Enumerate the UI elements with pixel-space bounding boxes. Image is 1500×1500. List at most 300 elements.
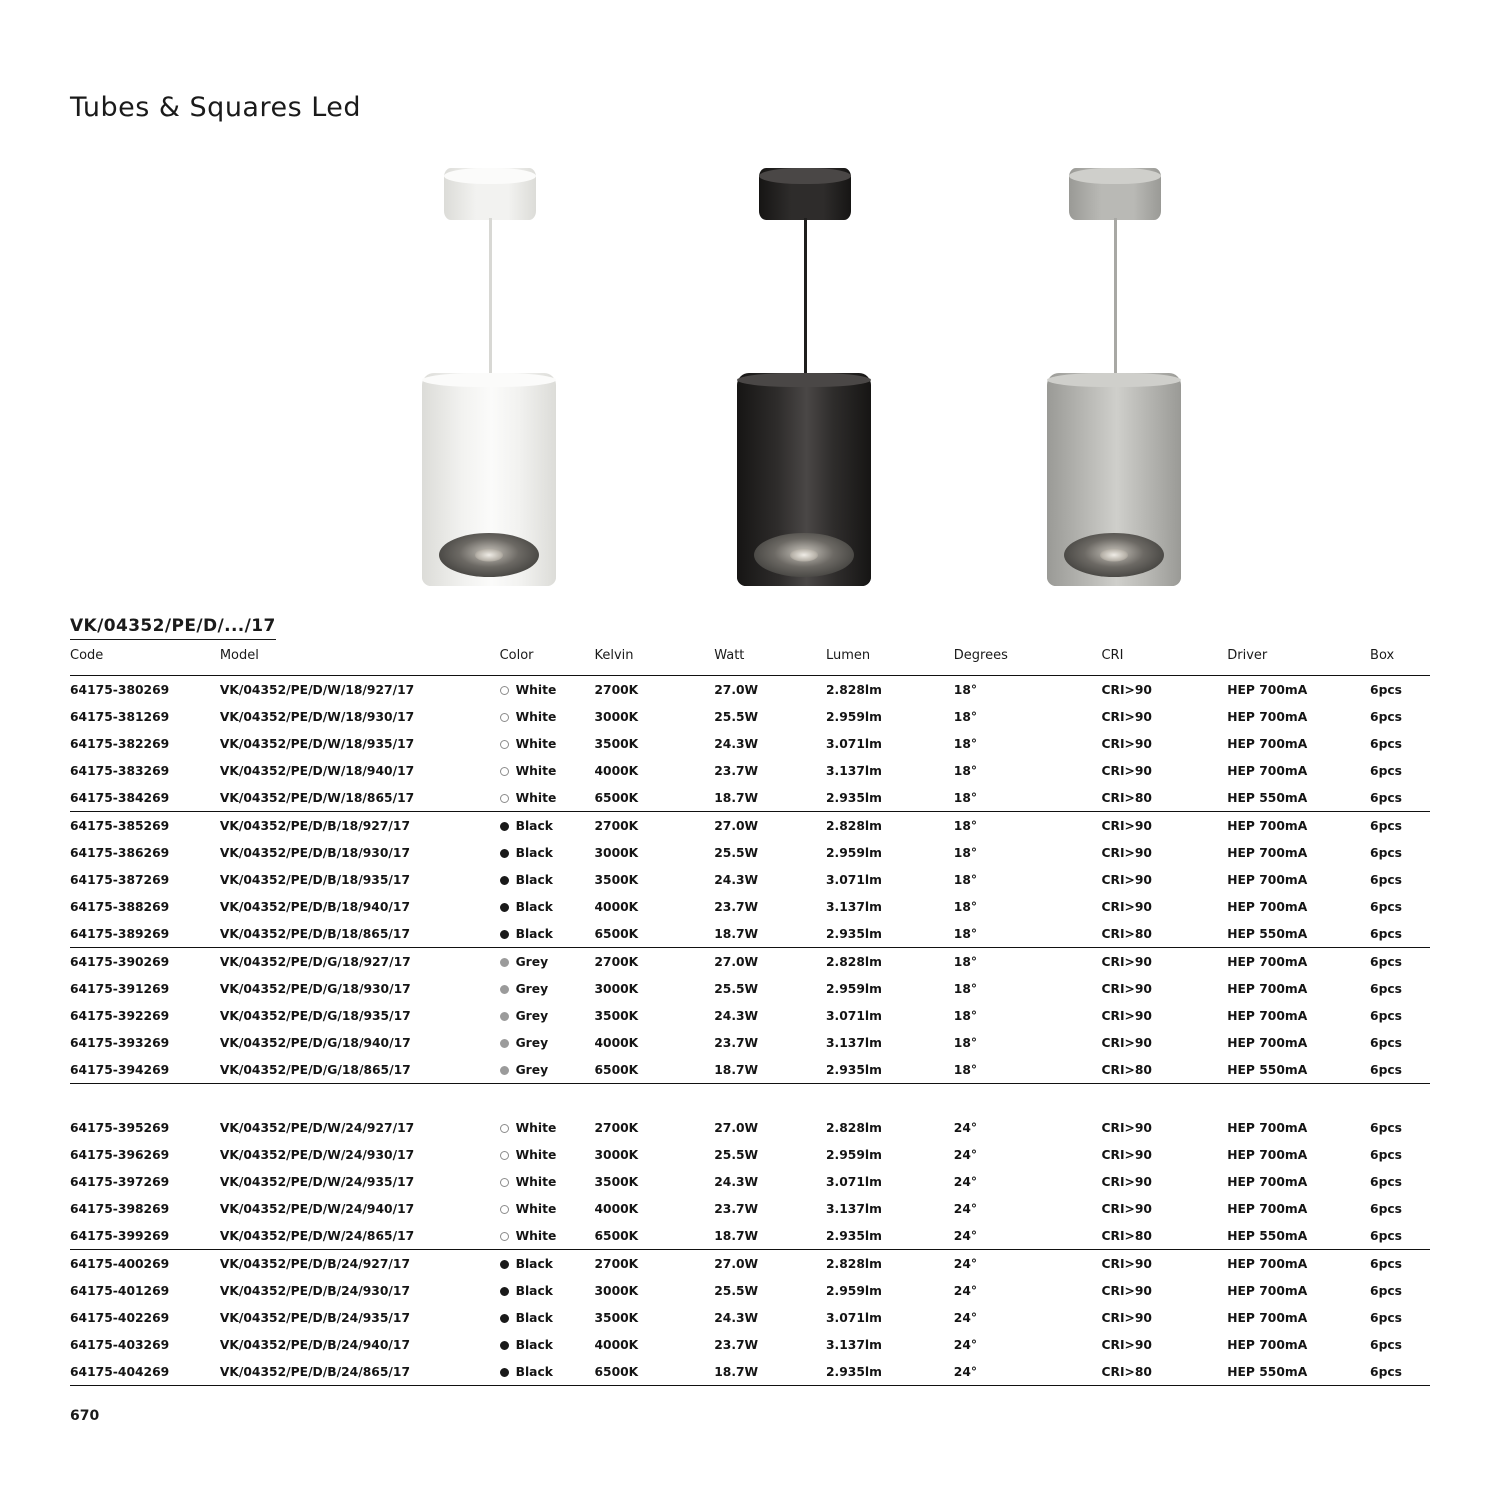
table-row[interactable]	[70, 920, 1430, 948]
table-row[interactable]	[70, 1195, 1430, 1222]
cell-code: 64175-397269	[70, 1174, 170, 1189]
cell-cri: CRI>90	[1101, 872, 1152, 887]
cell-model: VK/04352/PE/D/B/18/865/17	[220, 920, 500, 948]
tube-top	[422, 373, 556, 387]
cell-code: 64175-387269	[70, 872, 170, 887]
cell-color	[500, 1056, 595, 1084]
cell-box: 6pcs	[1370, 784, 1430, 812]
table-row[interactable]	[70, 975, 1430, 1002]
column-header-box: Box	[1370, 648, 1430, 676]
cell-color	[500, 812, 595, 840]
color-swatch-icon	[500, 1066, 509, 1075]
cell-cri: CRI>90	[1101, 845, 1152, 860]
cell-driver: HEP 700mA	[1227, 682, 1308, 697]
canopy	[444, 168, 536, 220]
cell-cri: CRI>90	[1101, 818, 1152, 833]
cell-watt: 23.7W	[714, 899, 759, 914]
led-chip	[1100, 549, 1128, 562]
pendant-black	[715, 160, 895, 600]
table-row[interactable]	[70, 893, 1430, 920]
cell-lumen: 2.828lm	[826, 1256, 882, 1271]
cell-model: VK/04352/PE/D/B/18/927/17	[219, 818, 410, 833]
cell-degrees: 18°	[953, 899, 978, 914]
color-label: Black	[515, 872, 553, 887]
cell-code: 64175-390269	[70, 954, 170, 969]
cell-driver: HEP 700mA	[1227, 1120, 1308, 1135]
cell-degrees: 18°	[953, 709, 978, 724]
cell-box: 6pcs	[1370, 1337, 1402, 1352]
table-row[interactable]	[70, 1002, 1430, 1029]
column-header-lumen: Lumen	[826, 648, 954, 676]
table-row[interactable]	[70, 812, 1430, 840]
cell-driver: HEP 700mA	[1227, 1008, 1308, 1023]
cell-color	[500, 1114, 595, 1141]
color-swatch-icon	[500, 1314, 509, 1323]
column-header-watt: Watt	[714, 648, 826, 676]
cell-cri: CRI>90	[1101, 763, 1152, 778]
color-swatch-icon	[500, 958, 509, 967]
cell-cri: CRI>90	[1101, 981, 1152, 996]
suspension-cable	[1114, 218, 1117, 373]
cell-color	[500, 1195, 595, 1222]
cell-degrees: 24°	[953, 1283, 978, 1298]
suspension-cable	[489, 218, 492, 373]
reflector	[754, 533, 854, 577]
cell-degrees: 24°	[953, 1310, 978, 1325]
color-label: Black	[515, 818, 553, 833]
cell-watt: 25.5W	[714, 981, 759, 996]
table-row[interactable]	[70, 757, 1430, 784]
column-header-kelvin: Kelvin	[594, 648, 714, 676]
color-swatch-icon	[500, 1012, 509, 1021]
cell-driver: HEP 700mA	[1227, 1201, 1308, 1216]
cell-code: 64175-391269	[70, 981, 170, 996]
cell-driver: HEP 700mA	[1227, 1035, 1308, 1050]
tube-body	[737, 373, 871, 586]
cell-model: VK/04352/PE/D/W/18/927/17	[219, 682, 415, 697]
color-swatch-icon	[500, 1178, 509, 1187]
cell-color	[500, 676, 595, 704]
cell-color	[500, 1358, 595, 1386]
suspension-cable	[804, 218, 807, 373]
cell-watt: 23.7W	[714, 1337, 759, 1352]
table-row[interactable]	[70, 676, 1430, 704]
cell-model: VK/04352/PE/D/W/18/930/17	[219, 709, 415, 724]
cell-model: VK/04352/PE/D/W/24/930/17	[219, 1147, 415, 1162]
cell-color	[500, 1141, 595, 1168]
cell-lumen: 3.137lm	[826, 763, 882, 778]
table-row[interactable]	[70, 1056, 1430, 1084]
cell-degrees: 24°	[954, 1358, 1102, 1386]
cell-cri: CRI>90	[1101, 899, 1152, 914]
cell-kelvin: 4000K	[594, 1201, 639, 1216]
cell-color	[500, 1304, 595, 1331]
cell-degrees: 18°	[953, 736, 978, 751]
cell-driver: HEP 700mA	[1227, 899, 1308, 914]
color-swatch-icon	[500, 713, 509, 722]
cell-watt: 24.3W	[714, 736, 759, 751]
color-label: Black	[515, 899, 553, 914]
cell-color	[500, 1222, 595, 1250]
cell-lumen: 3.137lm	[826, 899, 882, 914]
page-number: 670	[70, 1408, 100, 1424]
color-label: White	[515, 1174, 557, 1189]
cell-code: 64175-384269	[70, 784, 220, 812]
cell-driver: HEP 700mA	[1227, 709, 1308, 724]
cell-lumen: 2.935lm	[826, 920, 954, 948]
cell-watt: 24.3W	[714, 1310, 759, 1325]
cell-watt: 18.7W	[714, 920, 826, 948]
cell-kelvin: 3500K	[594, 1174, 639, 1189]
cell-lumen: 3.071lm	[826, 736, 882, 751]
canopy	[759, 168, 851, 220]
column-header-code: Code	[70, 648, 220, 676]
cell-cri: CRI>90	[1101, 736, 1152, 751]
cell-lumen: 2.959lm	[826, 1147, 882, 1162]
color-label: Black	[515, 1337, 553, 1352]
cell-lumen: 3.137lm	[826, 1337, 882, 1352]
cell-model: VK/04352/PE/D/B/24/930/17	[219, 1283, 410, 1298]
color-swatch-icon	[500, 930, 509, 939]
cell-model: VK/04352/PE/D/W/24/935/17	[219, 1174, 415, 1189]
cell-lumen: 2.935lm	[826, 1358, 954, 1386]
cell-cri: CRI>90	[1101, 1174, 1152, 1189]
reflector	[1064, 533, 1164, 577]
cell-degrees: 18°	[954, 920, 1102, 948]
cell-driver: HEP 700mA	[1227, 763, 1308, 778]
cell-lumen: 3.137lm	[826, 1035, 882, 1050]
table-row[interactable]	[70, 730, 1430, 757]
table-row[interactable]	[70, 839, 1430, 866]
cell-code: 64175-388269	[70, 899, 170, 914]
cell-box: 6pcs	[1370, 845, 1402, 860]
table-row[interactable]	[70, 1168, 1430, 1195]
cell-box: 6pcs	[1370, 1120, 1402, 1135]
canopy-top	[1069, 168, 1161, 184]
cell-color	[500, 1331, 595, 1358]
cell-kelvin: 2700K	[594, 1256, 639, 1271]
cell-lumen: 2.935lm	[826, 1056, 954, 1084]
cell-lumen: 2.828lm	[826, 682, 882, 697]
color-swatch-icon	[500, 903, 509, 912]
cell-watt: 24.3W	[714, 1174, 759, 1189]
color-label: White	[515, 1201, 557, 1216]
color-swatch-icon	[500, 822, 509, 831]
cell-box: 6pcs	[1370, 1201, 1402, 1216]
color-label: White	[515, 1228, 557, 1243]
cell-driver: HEP 700mA	[1227, 818, 1308, 833]
led-chip	[790, 549, 818, 562]
cell-watt: 25.5W	[714, 1147, 759, 1162]
spacer-cell	[70, 1084, 1430, 1115]
color-swatch-icon	[500, 849, 509, 858]
cell-box: 6pcs	[1370, 1310, 1402, 1325]
cell-box: 6pcs	[1370, 899, 1402, 914]
cell-kelvin: 3500K	[594, 1008, 639, 1023]
cell-cri: CRI>90	[1101, 1310, 1152, 1325]
specification-table	[70, 648, 1430, 1386]
cell-kelvin: 3000K	[594, 981, 639, 996]
cell-driver: HEP 550mA	[1227, 1358, 1370, 1386]
table-row[interactable]	[70, 948, 1430, 976]
cell-degrees: 18°	[953, 954, 978, 969]
cell-lumen: 2.959lm	[826, 981, 882, 996]
cell-color	[500, 1168, 595, 1195]
cell-kelvin: 3000K	[594, 709, 639, 724]
cell-model: VK/04352/PE/D/W/24/927/17	[219, 1120, 415, 1135]
reflector	[439, 533, 539, 577]
table-row[interactable]	[70, 1141, 1430, 1168]
cell-driver: HEP 700mA	[1227, 1283, 1308, 1298]
table-row[interactable]	[70, 1358, 1430, 1386]
cell-model: VK/04352/PE/D/G/18/940/17	[219, 1035, 411, 1050]
table-row[interactable]	[70, 866, 1430, 893]
color-label: Grey	[515, 1035, 549, 1050]
cell-box: 6pcs	[1370, 920, 1430, 948]
cell-watt: 18.7W	[714, 1222, 826, 1250]
cell-lumen: 3.071lm	[826, 1174, 882, 1189]
cell-cri: CRI>90	[1101, 1201, 1152, 1216]
cell-lumen: 2.935lm	[826, 1222, 954, 1250]
color-swatch-icon	[500, 794, 509, 803]
table-header-row	[70, 648, 1430, 676]
cell-watt: 18.7W	[714, 784, 826, 812]
cell-kelvin: 6500K	[594, 1358, 714, 1386]
cell-color	[500, 757, 595, 784]
cell-kelvin: 4000K	[594, 1035, 639, 1050]
cell-cri: CRI>90	[1101, 1337, 1152, 1352]
cell-cri: CRI>80	[1101, 1056, 1227, 1084]
cell-degrees: 24°	[953, 1174, 978, 1189]
tube-body	[422, 373, 556, 586]
cell-driver: HEP 700mA	[1227, 872, 1308, 887]
color-swatch-icon	[500, 1287, 509, 1296]
color-label: White	[515, 682, 557, 697]
color-label: Grey	[515, 1062, 549, 1077]
table-body	[70, 676, 1430, 1386]
cell-watt: 24.3W	[714, 1008, 759, 1023]
cell-watt: 27.0W	[714, 954, 759, 969]
cell-code: 64175-399269	[70, 1222, 220, 1250]
cell-cri: CRI>80	[1101, 920, 1227, 948]
table-row[interactable]	[70, 1277, 1430, 1304]
pendant-grey	[1025, 160, 1205, 600]
canopy	[1069, 168, 1161, 220]
cell-cri: CRI>80	[1101, 784, 1227, 812]
cell-degrees: 18°	[953, 981, 978, 996]
cell-cri: CRI>80	[1101, 1222, 1227, 1250]
table-row[interactable]	[70, 784, 1430, 812]
cell-watt: 18.7W	[714, 1056, 826, 1084]
cell-model: VK/04352/PE/D/B/24/927/17	[219, 1256, 410, 1271]
color-label: Black	[515, 845, 553, 860]
cell-kelvin: 4000K	[594, 899, 639, 914]
cell-lumen: 3.071lm	[826, 1310, 882, 1325]
cell-lumen: 2.959lm	[826, 1283, 882, 1298]
cell-watt: 25.5W	[714, 845, 759, 860]
cell-model: VK/04352/PE/D/W/24/940/17	[219, 1201, 415, 1216]
color-label: White	[515, 1147, 557, 1162]
tube-body	[1047, 373, 1181, 586]
cell-color	[500, 866, 595, 893]
cell-driver: HEP 700mA	[1227, 1337, 1308, 1352]
table-row[interactable]	[70, 1029, 1430, 1056]
cell-model: VK/04352/PE/D/B/24/935/17	[219, 1310, 410, 1325]
cell-degrees: 24°	[953, 1256, 978, 1271]
cell-box: 6pcs	[1370, 872, 1402, 887]
cell-watt: 27.0W	[714, 818, 759, 833]
cell-degrees: 24°	[954, 1222, 1102, 1250]
color-swatch-icon	[500, 1124, 509, 1133]
cell-color	[500, 730, 595, 757]
cell-kelvin: 3000K	[594, 845, 639, 860]
cell-degrees: 18°	[954, 784, 1102, 812]
cell-kelvin: 2700K	[594, 954, 639, 969]
cell-degrees: 18°	[953, 682, 978, 697]
cell-watt: 24.3W	[714, 872, 759, 887]
page-title: Tubes & Squares Led	[70, 92, 362, 123]
cell-code: 64175-395269	[70, 1120, 170, 1135]
color-label: Grey	[515, 954, 549, 969]
color-label: White	[515, 790, 557, 805]
cell-driver: HEP 550mA	[1227, 784, 1370, 812]
cell-driver: HEP 700mA	[1227, 1174, 1308, 1189]
color-label: Black	[515, 1310, 553, 1325]
cell-watt: 27.0W	[714, 1120, 759, 1135]
table-group-spacer	[70, 1084, 1430, 1115]
cell-color	[500, 1002, 595, 1029]
pendant-white	[400, 160, 580, 600]
cell-driver: HEP 700mA	[1227, 1147, 1308, 1162]
cell-driver: HEP 700mA	[1227, 981, 1308, 996]
cell-model: VK/04352/PE/D/W/18/935/17	[219, 736, 415, 751]
cell-model: VK/04352/PE/D/W/18/940/17	[219, 763, 415, 778]
cell-color	[500, 1250, 595, 1278]
color-label: White	[515, 763, 557, 778]
canopy-top	[444, 168, 536, 184]
cell-watt: 23.7W	[714, 1201, 759, 1216]
color-swatch-icon	[500, 686, 509, 695]
color-swatch-icon	[500, 1232, 509, 1241]
column-header-cri: CRI	[1101, 648, 1227, 676]
cell-code: 64175-389269	[70, 920, 220, 948]
cell-driver: HEP 700mA	[1227, 954, 1308, 969]
cell-model: VK/04352/PE/D/G/18/935/17	[219, 1008, 411, 1023]
color-swatch-icon	[500, 985, 509, 994]
color-label: White	[515, 736, 557, 751]
cell-lumen: 2.959lm	[826, 845, 882, 860]
cell-lumen: 2.828lm	[826, 954, 882, 969]
color-label: White	[515, 1120, 557, 1135]
cell-box: 6pcs	[1370, 1035, 1402, 1050]
cell-kelvin: 6500K	[594, 784, 714, 812]
table-row[interactable]	[70, 1222, 1430, 1250]
cell-cri: CRI>90	[1101, 1008, 1152, 1023]
column-header-color: Color	[500, 648, 595, 676]
cell-box: 6pcs	[1370, 1147, 1402, 1162]
cell-watt: 23.7W	[714, 763, 759, 778]
cell-kelvin: 3500K	[594, 736, 639, 751]
cell-code: 64175-386269	[70, 845, 170, 860]
cell-cri: CRI>90	[1101, 682, 1152, 697]
cell-driver: HEP 550mA	[1227, 1056, 1370, 1084]
cell-kelvin: 4000K	[594, 1337, 639, 1352]
cell-box: 6pcs	[1370, 981, 1402, 996]
color-swatch-icon	[500, 1151, 509, 1160]
cell-model: VK/04352/PE/D/B/18/930/17	[219, 845, 410, 860]
table-row[interactable]	[70, 1331, 1430, 1358]
cell-box: 6pcs	[1370, 1174, 1402, 1189]
cell-color	[500, 948, 595, 976]
table-row[interactable]	[70, 703, 1430, 730]
cell-lumen: 2.959lm	[826, 709, 882, 724]
column-header-degrees: Degrees	[954, 648, 1102, 676]
cell-degrees: 18°	[953, 1035, 978, 1050]
color-label: White	[515, 709, 557, 724]
cell-lumen: 2.935lm	[826, 784, 954, 812]
cell-kelvin: 2700K	[594, 682, 639, 697]
cell-driver: HEP 700mA	[1227, 1256, 1308, 1271]
cell-model: VK/04352/PE/D/B/18/940/17	[219, 899, 410, 914]
cell-watt: 23.7W	[714, 1035, 759, 1050]
color-swatch-icon	[500, 767, 509, 776]
cell-kelvin: 3500K	[594, 1310, 639, 1325]
cell-box: 6pcs	[1370, 709, 1402, 724]
cell-kelvin: 6500K	[594, 1056, 714, 1084]
cell-driver: HEP 700mA	[1227, 1310, 1308, 1325]
cell-kelvin: 3000K	[594, 1147, 639, 1162]
cell-driver: HEP 700mA	[1227, 736, 1308, 751]
cell-kelvin: 2700K	[594, 1120, 639, 1135]
cell-lumen: 2.828lm	[826, 818, 882, 833]
cell-box: 6pcs	[1370, 682, 1402, 697]
cell-degrees: 18°	[954, 1056, 1102, 1084]
table-row[interactable]	[70, 1304, 1430, 1331]
cell-box: 6pcs	[1370, 1256, 1402, 1271]
cell-cri: CRI>90	[1101, 1120, 1152, 1135]
cell-driver: HEP 550mA	[1227, 1222, 1370, 1250]
table-row[interactable]	[70, 1250, 1430, 1278]
column-header-driver: Driver	[1227, 648, 1370, 676]
cell-box: 6pcs	[1370, 1008, 1402, 1023]
cell-code: 64175-382269	[70, 736, 170, 751]
cell-kelvin: 6500K	[594, 920, 714, 948]
color-swatch-icon	[500, 876, 509, 885]
cell-code: 64175-393269	[70, 1035, 170, 1050]
cell-model: VK/04352/PE/D/B/24/865/17	[220, 1358, 500, 1386]
cell-watt: 25.5W	[714, 709, 759, 724]
cell-code: 64175-396269	[70, 1147, 170, 1162]
cell-degrees: 18°	[953, 763, 978, 778]
cell-box: 6pcs	[1370, 763, 1402, 778]
cell-code: 64175-392269	[70, 1008, 170, 1023]
table-row[interactable]	[70, 1114, 1430, 1141]
color-swatch-icon	[500, 1341, 509, 1350]
column-header-model: Model	[220, 648, 500, 676]
led-chip	[475, 549, 503, 562]
series-code: VK/04352/PE/D/.../17	[70, 616, 276, 640]
cell-model: VK/04352/PE/D/G/18/927/17	[219, 954, 411, 969]
cell-model: VK/04352/PE/D/W/24/865/17	[220, 1222, 500, 1250]
cell-code: 64175-403269	[70, 1337, 170, 1352]
cell-box: 6pcs	[1370, 954, 1402, 969]
cell-box: 6pcs	[1370, 1222, 1430, 1250]
cell-cri: CRI>90	[1101, 954, 1152, 969]
product-image-group	[70, 160, 1430, 600]
cell-color	[500, 703, 595, 730]
color-label: Black	[515, 1283, 553, 1298]
cell-box: 6pcs	[1370, 1283, 1402, 1298]
